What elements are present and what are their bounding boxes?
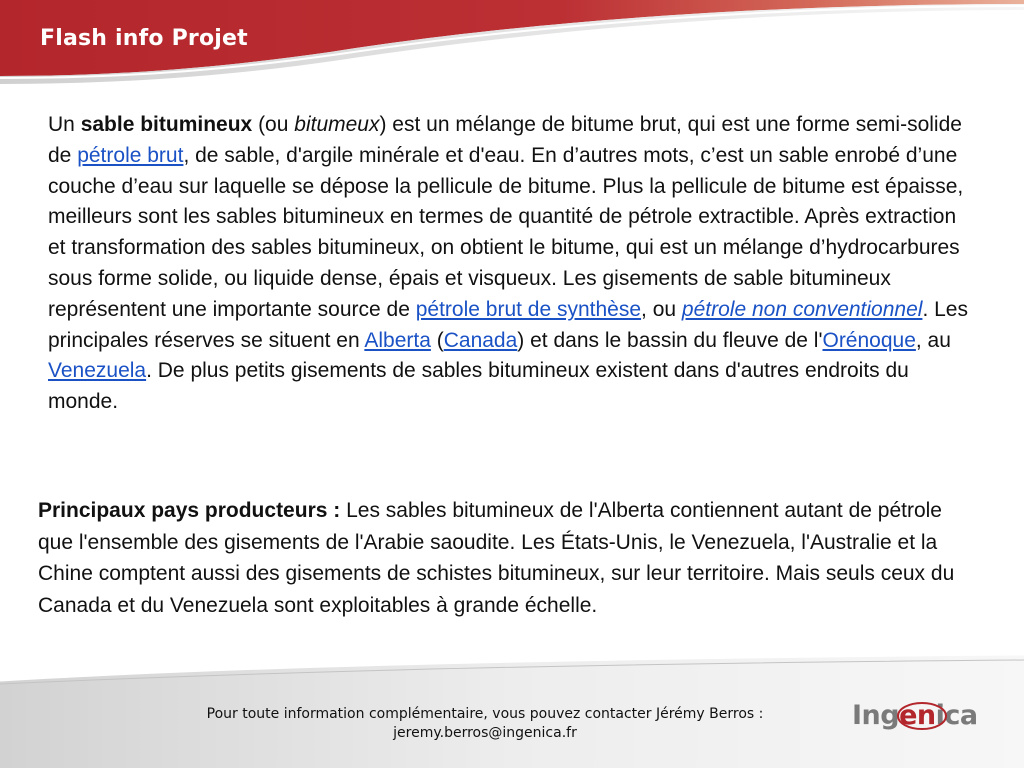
logo-text-mid: en xyxy=(899,700,936,731)
text-run: , au xyxy=(915,328,951,352)
text-run: (ou xyxy=(252,113,295,136)
link-petrole-brut-de-synthese[interactable]: pétrole brut de synthèse xyxy=(415,297,642,321)
body-paragraph-definition xyxy=(48,110,973,418)
footer-contact-line: Pour toute information complémentaire, vous pouvez contacter Jérémy Berros : xyxy=(206,706,764,722)
logo-text-start: Ing xyxy=(852,700,900,731)
link-venezuela[interactable]: Venezuela xyxy=(48,359,147,383)
text-run: , de sable, d'argile minérale et d'eau. En d’autres mots, c’est un sable enrobé d’une couche d’eau sur laquelle se dépose la pellicule de bitume. Plus la pellicule de bitume est épaisse, meilleurs sont les sables bitumineux en termes de quantité de pétrole extractible. Après extraction et transformation des sables bitumineux, on obtient le bitume, qui est un mélange d’hydrocarbures sous forme solide, ou liquide dense, épais et visqueux. Les gisements de sable bitumineux représentent une importante source de xyxy=(48,143,964,321)
link-label: pétrole non conventionnel xyxy=(681,297,923,321)
bold-term: sable bitumineux xyxy=(80,113,253,136)
text-run: . De plus petits gisements de sables bitumineux existent dans d'autres endroits du monde. xyxy=(48,359,909,414)
logo-text-end: ica xyxy=(935,700,978,731)
text-run: ( xyxy=(430,328,444,352)
ingenica-logo xyxy=(852,700,992,740)
footer-contact-email: jeremy.berros@ingenica.fr xyxy=(393,725,577,741)
text-run: , ou xyxy=(641,297,682,321)
text-run: . Les principales réserves se situent en xyxy=(48,297,968,352)
link-alberta[interactable]: Alberta xyxy=(364,328,431,352)
bold-heading: Principaux pays producteurs : xyxy=(38,499,341,522)
page-title: Flash info Projet xyxy=(40,26,248,51)
link-petrole-non-conventionnel[interactable] xyxy=(682,298,923,321)
text-run: ) est un mélange de bitume brut, qui est une forme semi-solide de xyxy=(48,113,962,167)
body-paragraph-producers xyxy=(38,495,973,621)
text-run: Un xyxy=(48,113,81,136)
text-run: Les sables bitumineux de l'Alberta contiennent autant de pétrole que l'ensemble des gisements de l'Arabie saoudite. Les États-Unis, le Venezuela, l'Australie et la Chine comptent aussi des gisements de schistes bitumineux, sur leur territoire. Mais seuls ceux du Canada et du Venezuela sont exploitables à grande échelle. xyxy=(38,499,955,617)
italic-term: bitumeux xyxy=(294,113,380,136)
footer-contact xyxy=(150,705,820,743)
link-petrole-brut[interactable]: pétrole brut xyxy=(77,143,184,167)
header-band xyxy=(0,0,1024,110)
text-run: ) et dans le bassin du fleuve de l' xyxy=(517,328,823,352)
link-orenoque[interactable]: Orénoque xyxy=(822,328,916,352)
logo-swoosh-icon xyxy=(852,700,992,740)
link-canada[interactable]: Canada xyxy=(443,328,518,352)
